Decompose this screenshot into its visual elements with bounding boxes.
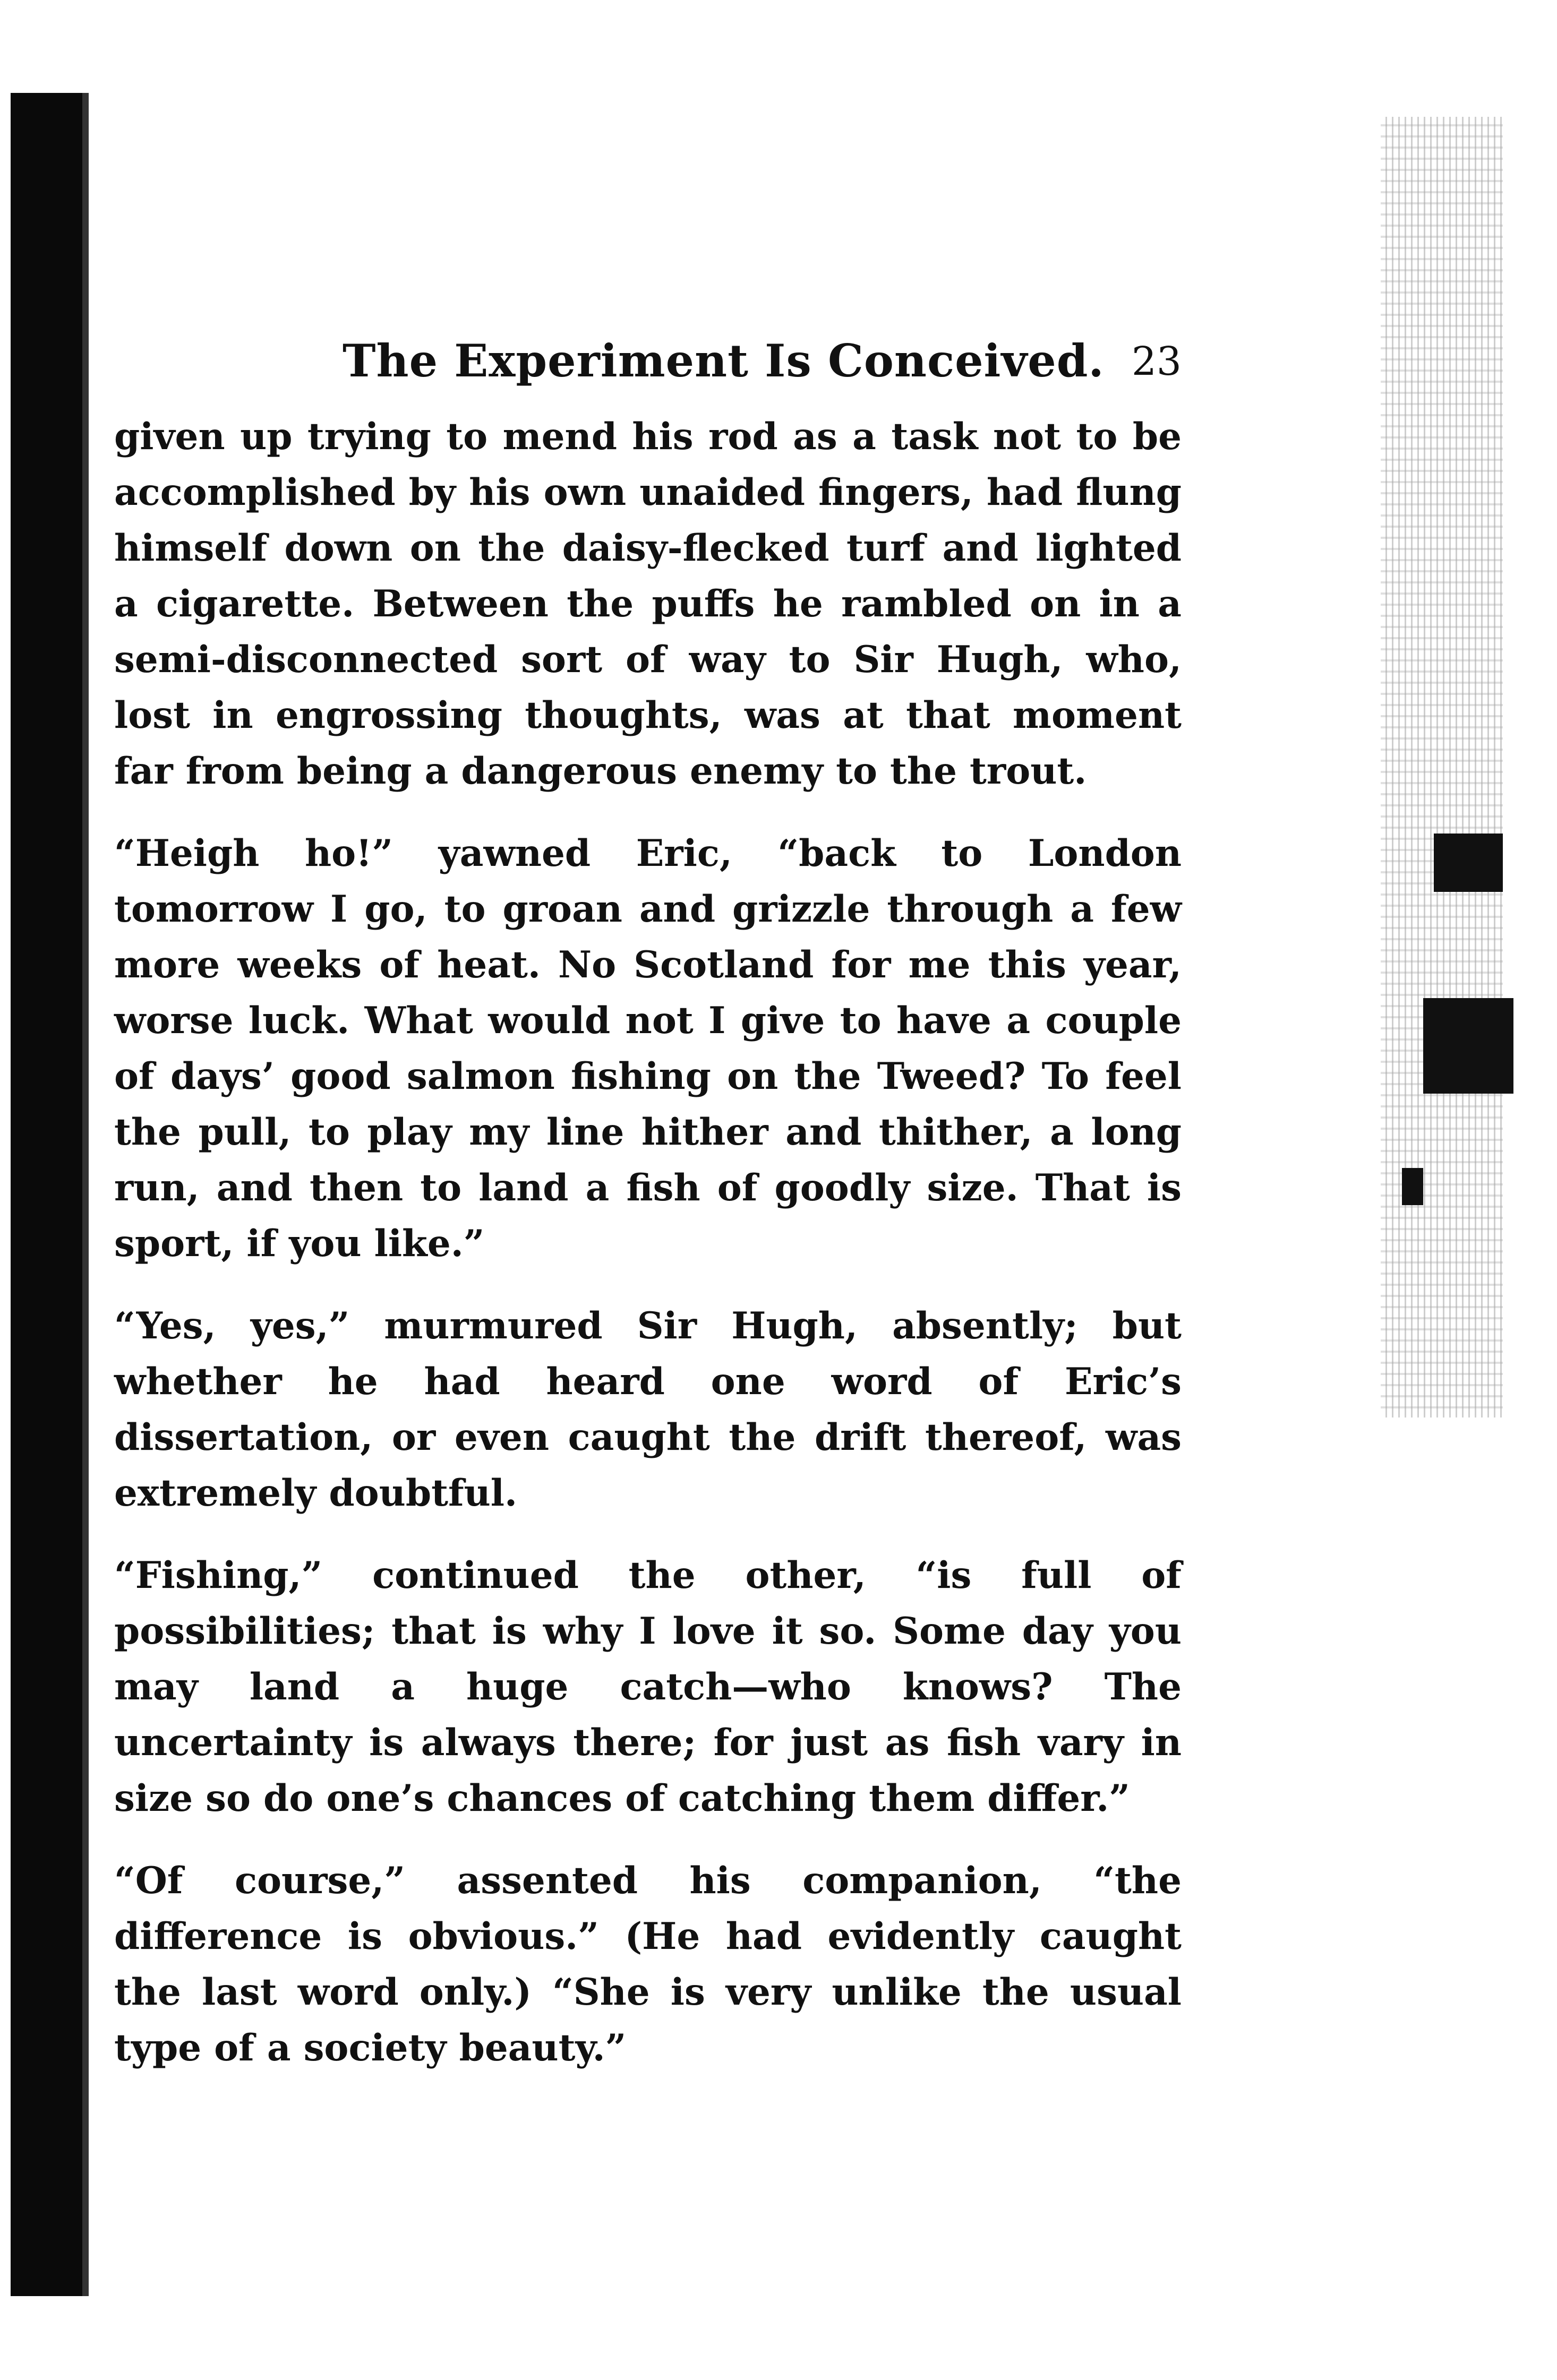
scan-bleed-through	[1381, 117, 1503, 1417]
scan-artifact-block	[1402, 1168, 1423, 1205]
paragraph: “Yes, yes,” murmured Sir Hugh, absently; but whether he had heard one word of Eric’s dissertation, or even caught the drift thereof, was extremely doubtful.	[114, 1304, 1182, 1515]
paragraph: given up trying to mend his rod as a task not to be accomplished by his own unaided fingers, had flung himself down on the daisy-flecked turf and lighted a cigarette. Between the puffs he rambled on in a semi-disconnected sort of way to Sir Hugh, who, lost in engrossing thoughts, was at that moment far from being a dangerous enemy to the trout.	[114, 415, 1182, 793]
paragraph: “Of course,” assented his companion, “the difference is obvious.” (He had evidently caught the last word only.) “She is very unlike the usual type of a society beauty.”	[114, 1859, 1182, 2069]
book-page	[114, 324, 1182, 2076]
scan-binding-edge	[82, 93, 89, 2296]
scan-artifact-block	[1434, 834, 1503, 892]
page-header	[114, 324, 1182, 409]
scan-artifact-block	[1423, 998, 1513, 1094]
running-head: The Experiment Is Conceived.	[343, 334, 1105, 387]
paragraph: “Heigh ho!” yawned Eric, “back to London tomorrow I go, to groan and grizzle through a few more weeks of heat. No Scotland for me this year, worse luck. What would not I give to have a couple of days’ good salmon fishing on the Tweed? To feel the pull, to play my line hither and thither, a long run, and then to land a fish of goodly size. That is sport, if you like.”	[114, 832, 1182, 1265]
page-number: 23	[1131, 339, 1182, 384]
paragraph: “Fishing,” continued the other, “is full of possibilities; that is why I love it so. Some day you may land a huge catch—who knows? The uncertainty is always there; for just as fish vary in size so do one’s chances of catching them differ.”	[114, 1554, 1182, 1820]
scan-binding-shadow	[11, 93, 82, 2296]
